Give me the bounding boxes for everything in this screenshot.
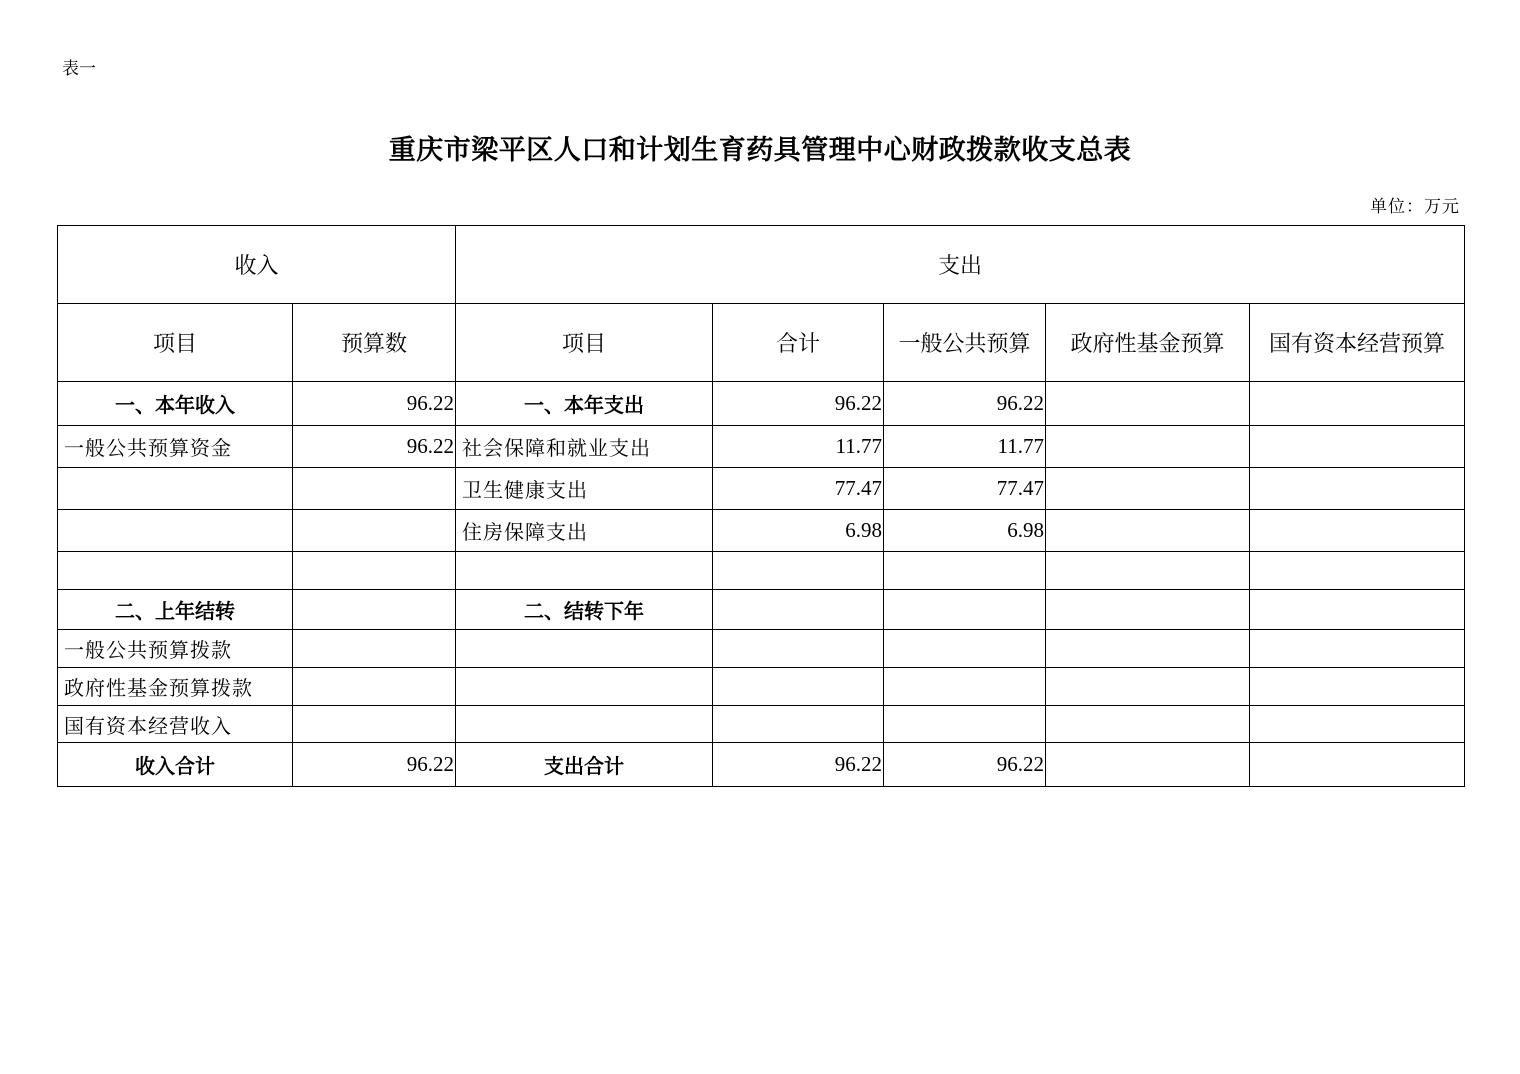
gov-fund-value xyxy=(1046,552,1250,590)
gov-fund-value xyxy=(1046,426,1250,468)
header-row-groups xyxy=(58,226,1465,304)
table-row xyxy=(58,382,1465,426)
income-budget xyxy=(293,510,456,552)
expense-item xyxy=(456,706,713,743)
general-public-value xyxy=(884,630,1046,668)
income-item: 一、本年收入 xyxy=(58,382,293,426)
total-value: 77.47 xyxy=(713,468,884,510)
table-row xyxy=(58,706,1465,743)
total-value: 11.77 xyxy=(713,426,884,468)
general-public-value xyxy=(884,668,1046,706)
expense-item: 住房保障支出 xyxy=(456,510,713,552)
total-value: 6.98 xyxy=(713,510,884,552)
state-capital-value xyxy=(1250,590,1465,630)
table-row xyxy=(58,630,1465,668)
income-item xyxy=(58,552,293,590)
table-number: 表一 xyxy=(62,59,96,79)
gov-fund-header: 政府性基金预算 xyxy=(1046,304,1250,382)
general-public-value xyxy=(884,552,1046,590)
state-capital-value xyxy=(1250,552,1465,590)
gov-fund-value xyxy=(1046,743,1250,787)
income-item: 收入合计 xyxy=(58,743,293,787)
table-row xyxy=(58,552,1465,590)
total-value xyxy=(713,630,884,668)
header-row-columns xyxy=(58,304,1465,382)
page-title: 重庆市梁平区人口和计划生育药具管理中心财政拨款收支总表 xyxy=(388,135,1132,166)
income-budget xyxy=(293,552,456,590)
state-capital-value xyxy=(1250,426,1465,468)
income-budget-header: 预算数 xyxy=(293,304,456,382)
general-public-value: 6.98 xyxy=(884,510,1046,552)
general-public-value: 11.77 xyxy=(884,426,1046,468)
expense-item: 二、结转下年 xyxy=(456,590,713,630)
budget-table xyxy=(57,225,1465,787)
gov-fund-value xyxy=(1046,590,1250,630)
income-budget: 96.22 xyxy=(293,426,456,468)
total-value xyxy=(713,706,884,743)
state-capital-value xyxy=(1250,668,1465,706)
income-budget: 96.22 xyxy=(293,382,456,426)
gov-fund-value xyxy=(1046,668,1250,706)
total-value: 96.22 xyxy=(713,382,884,426)
total-value xyxy=(713,552,884,590)
income-item: 一般公共预算资金 xyxy=(58,426,293,468)
general-public-value xyxy=(884,706,1046,743)
expense-item xyxy=(456,630,713,668)
state-capital-value xyxy=(1250,468,1465,510)
gov-fund-value xyxy=(1046,468,1250,510)
general-public-value: 96.22 xyxy=(884,743,1046,787)
expense-item: 支出合计 xyxy=(456,743,713,787)
total-value: 96.22 xyxy=(713,743,884,787)
state-capital-value xyxy=(1250,706,1465,743)
income-budget: 96.22 xyxy=(293,743,456,787)
income-item: 政府性基金预算拨款 xyxy=(58,668,293,706)
income-budget xyxy=(293,630,456,668)
income-item: 二、上年结转 xyxy=(58,590,293,630)
gov-fund-value xyxy=(1046,706,1250,743)
general-public-value: 77.47 xyxy=(884,468,1046,510)
table-row xyxy=(58,510,1465,552)
table-row xyxy=(58,590,1465,630)
expense-item: 卫生健康支出 xyxy=(456,468,713,510)
unit-label: 单位：万元 xyxy=(1370,197,1460,217)
income-item: 国有资本经营收入 xyxy=(58,706,293,743)
income-item xyxy=(58,510,293,552)
expense-item xyxy=(456,552,713,590)
gov-fund-value xyxy=(1046,630,1250,668)
general-public-value: 96.22 xyxy=(884,382,1046,426)
income-budget xyxy=(293,706,456,743)
income-budget xyxy=(293,590,456,630)
table-row-total xyxy=(58,743,1465,787)
general-public-header: 一般公共预算 xyxy=(884,304,1046,382)
expense-item: 一、本年支出 xyxy=(456,382,713,426)
total-header: 合计 xyxy=(713,304,884,382)
expense-item-header: 项目 xyxy=(456,304,713,382)
general-public-value xyxy=(884,590,1046,630)
state-capital-value xyxy=(1250,743,1465,787)
income-item: 一般公共预算拨款 xyxy=(58,630,293,668)
expense-header: 支出 xyxy=(456,226,1465,304)
income-item xyxy=(58,468,293,510)
table-row xyxy=(58,468,1465,510)
expense-item xyxy=(456,668,713,706)
total-value xyxy=(713,668,884,706)
state-capital-value xyxy=(1250,630,1465,668)
table-row xyxy=(58,426,1465,468)
total-value xyxy=(713,590,884,630)
state-capital-value xyxy=(1250,382,1465,426)
income-budget xyxy=(293,468,456,510)
gov-fund-value xyxy=(1046,510,1250,552)
state-capital-header: 国有资本经营预算 xyxy=(1250,304,1465,382)
income-header: 收入 xyxy=(58,226,456,304)
income-item-header: 项目 xyxy=(58,304,293,382)
table-row xyxy=(58,668,1465,706)
gov-fund-value xyxy=(1046,382,1250,426)
income-budget xyxy=(293,668,456,706)
state-capital-value xyxy=(1250,510,1465,552)
expense-item: 社会保障和就业支出 xyxy=(456,426,713,468)
